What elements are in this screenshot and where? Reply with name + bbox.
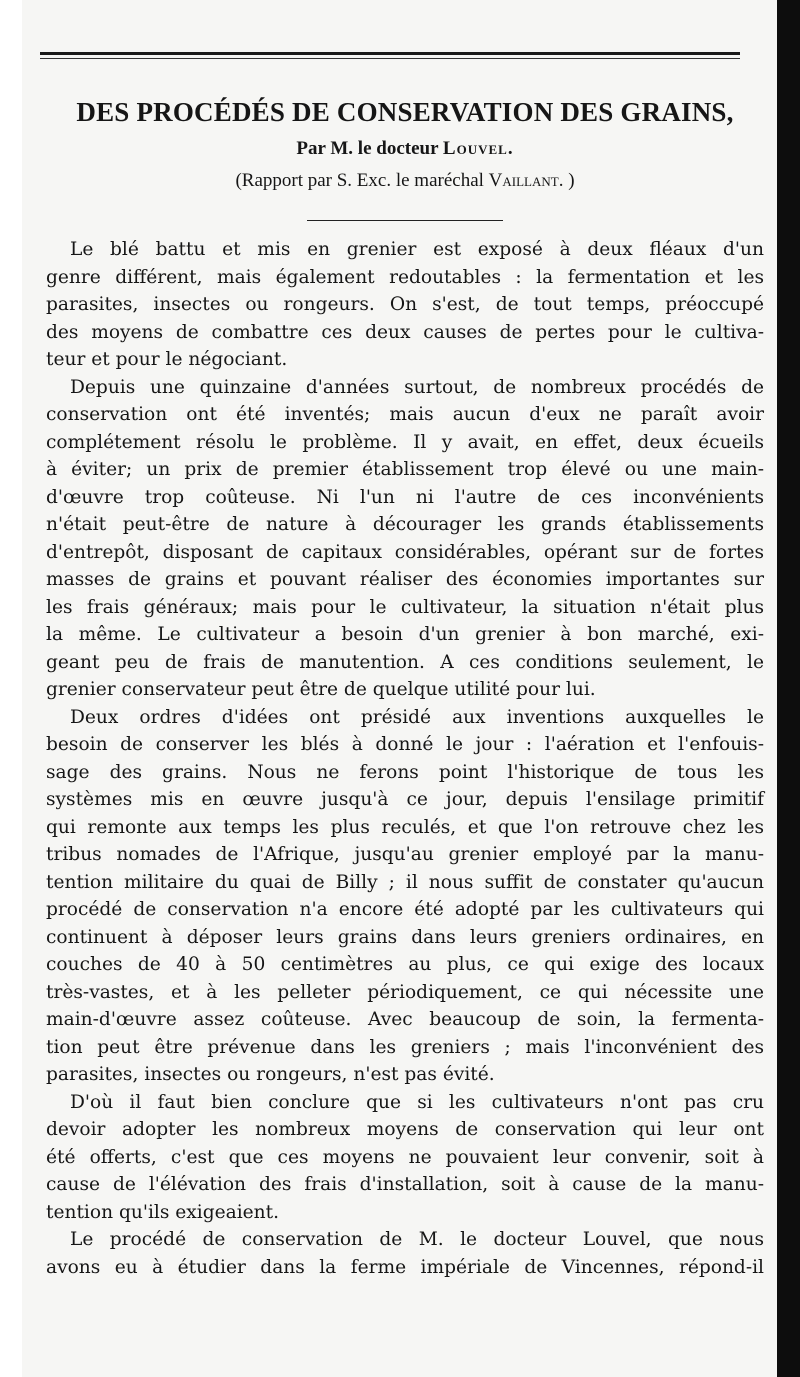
report-credit (46, 168, 764, 194)
text-line: parasites, insectes ou rongeurs, n'est pas évité. (46, 1064, 495, 1085)
article (46, 92, 764, 1281)
text-line: Deux ordres d'idées ont présidé aux inventions auxquelles le (70, 706, 764, 728)
author-name: Louvel. (442, 138, 514, 159)
text-line: genre différent, mais également redoutables : la fermentation et les (46, 266, 764, 288)
author-prefix: Par M. le docteur (296, 138, 439, 159)
report-prefix: (Rapport par S. Exc. le maréchal (235, 170, 484, 191)
report-suffix: ) (568, 170, 575, 191)
text-line: tion peut être prévenue dans les greniers ; mais l'inconvénient des (46, 1036, 764, 1058)
paragraph (46, 704, 764, 1089)
text-line: cause de l'élévation des frais d'installation, soit à cause de la manu- (46, 1174, 764, 1195)
text-line: main-d'œuvre assez coûteuse. Avec beaucoup de soin, la fermenta- (46, 1009, 764, 1030)
report-name: Vaillant. (488, 170, 564, 191)
text-line: des moyens de combattre ces deux causes de pertes pour le cultiva- (46, 321, 764, 343)
article-body (46, 236, 764, 1281)
scan-edge (777, 0, 800, 1377)
text-line: systèmes mis en œuvre jusqu'à ce jour, depuis l'ensilage primitif (46, 789, 764, 810)
text-line: n'était peut-être de nature à décourager les grands établissements (46, 514, 764, 535)
text-line: conservation ont été inventés; mais aucun d'eux ne paraît avoir (46, 404, 764, 425)
text-line: besoin de conserver les blés à donné le jour : l'aération et l'enfouis- (46, 734, 764, 755)
text-line: avons eu à étudier dans la ferme impériale de Vincennes, répond-il (46, 1256, 764, 1278)
text-line: procédé de conservation n'a encore été adopté par les cultivateurs qui (46, 899, 764, 920)
paragraph (46, 1089, 764, 1227)
article-author (46, 136, 764, 162)
text-line: teur et pour le négociant. (46, 349, 288, 370)
text-line: complétement résolu le problème. Il y avait, en effet, deux écueils (46, 431, 764, 453)
paragraph (46, 1226, 764, 1281)
paragraph (46, 236, 764, 374)
text-line: qui remonte aux temps les plus reculés, et que l'on retrouve chez les (46, 816, 764, 838)
text-line: été offerts, c'est que ces moyens ne pouvaient leur convenir, soit à (46, 1146, 764, 1168)
text-line: geant peu de frais de manutention. A ces conditions seulement, le (46, 651, 764, 673)
header-rule-thin (40, 58, 740, 59)
text-line: d'œuvre trop coûteuse. Ni l'un ni l'autre de ces inconvénients (46, 486, 764, 508)
article-title: DES PROCÉDÉS DE CONSERVATION DES GRAINS, (76, 97, 734, 127)
text-line: devoir adopter les nombreux moyens de conservation qui leur ont (46, 1119, 764, 1140)
text-line: sage des grains. Nous ne ferons point l'historique de tous les (46, 761, 764, 783)
text-line: parasites, insectes ou rongeurs. On s'est, de tout temps, préoccupé (46, 294, 764, 315)
text-line: Depuis une quinzaine d'années surtout, de nombreux procédés de (70, 376, 764, 398)
text-line: continuent à déposer leurs grains dans leurs greniers ordinaires, en (46, 926, 764, 948)
header-rule (40, 52, 740, 55)
title-separator (307, 220, 503, 221)
text-line: tribus nomades de l'Afrique, jusqu'au grenier employé par la manu- (46, 844, 764, 865)
text-line: Le procédé de conservation de M. le docteur Louvel, que nous (70, 1229, 764, 1250)
text-line: Le blé battu et mis en grenier est exposé à deux fléaux d'un (70, 239, 764, 260)
text-line: tention qu'ils exigeaient. (46, 1201, 280, 1223)
text-line: très-vastes, et à les pelleter périodiquement, ce qui nécessite une (46, 981, 764, 1003)
text-line: D'où il faut bien conclure que si les cultivateurs n'ont pas cru (70, 1091, 764, 1113)
text-line: grenier conservateur peut être de quelque utilité pour lui. (46, 679, 596, 700)
text-line: masses de grains et pouvant réaliser des économies importantes sur (46, 569, 764, 590)
text-line: d'entrepôt, disposant de capitaux considérables, opérant sur de fortes (46, 541, 764, 563)
paragraph (46, 374, 764, 704)
text-line: la même. Le cultivateur a besoin d'un grenier à bon marché, exi- (46, 624, 764, 645)
text-line: couches de 40 à 50 centimètres au plus, ce qui exige des locaux (46, 954, 764, 975)
text-line: tention militaire du quai de Billy ; il nous suffit de constater qu'aucun (46, 871, 764, 893)
text-line: à éviter; un prix de premier établissement trop élevé ou une main- (46, 459, 764, 480)
text-line: les frais généraux; mais pour le cultivateur, la situation n'était plus (46, 596, 764, 618)
